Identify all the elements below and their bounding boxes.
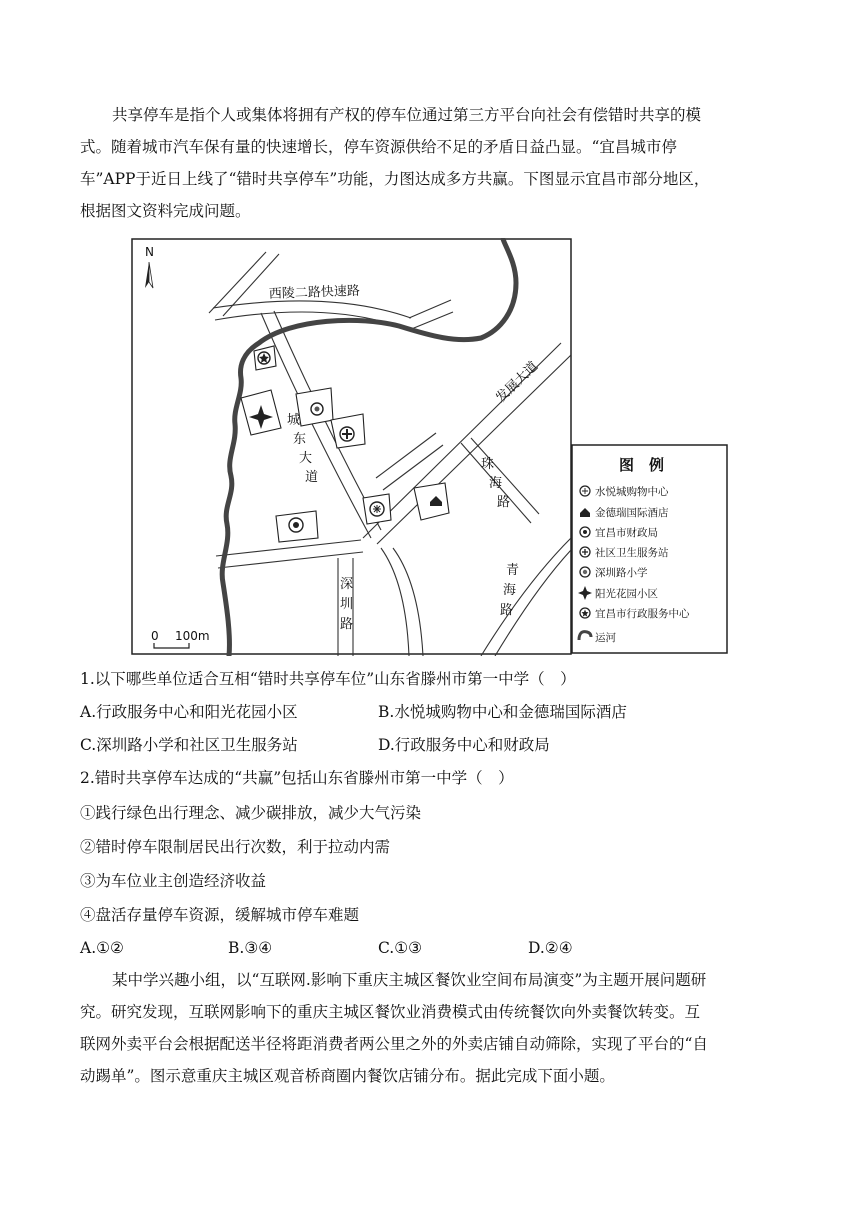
- svg-text:宜昌市行政服务中心: 宜昌市行政服务中心: [595, 608, 690, 620]
- q2-statement-4: ④盘活存量停车资源，缓解城市停车难题: [80, 906, 360, 924]
- map-icon-shenzhen-school: [311, 403, 323, 415]
- north-label: N: [145, 245, 154, 259]
- q2-option-d[interactable]: D.②④: [528, 939, 573, 957]
- q1-option-a[interactable]: A.行政服务中心和阳光花园小区: [80, 703, 298, 721]
- q2-statement-2: ②错时停车限制居民出行次数，利于拉动内需: [80, 838, 391, 856]
- svg-text:运河: 运河: [595, 632, 616, 644]
- intro2-line-1: 某中学兴趣小组，以“互联网.影响下重庆主城区餐饮业空间布局演变”为主题开展问题研: [112, 971, 707, 989]
- svg-text:社区卫生服务站: 社区卫生服务站: [595, 547, 669, 559]
- svg-text:东: 东: [293, 432, 307, 447]
- svg-text:0: 0: [151, 629, 159, 643]
- svg-text:金德瑞国际酒店: 金德瑞国际酒店: [595, 507, 669, 519]
- q1-option-b[interactable]: B.水悦城购物中心和金德瑞国际酒店: [378, 703, 627, 721]
- svg-text:大: 大: [299, 451, 313, 466]
- map-icon-admin-center: [258, 352, 270, 364]
- svg-text:水悦城购物中心: 水悦城购物中心: [595, 486, 669, 498]
- intro1-line-1: 共享停车是指个人或集体将拥有产权的停车位通过第三方平台向社会有偿错时共享的模: [112, 106, 702, 124]
- intro2-line-2: 究。研究发现，互联网影响下的重庆主城区餐饮业消费模式由传统餐饮向外卖餐饮转变。互: [80, 1003, 701, 1021]
- q2-option-b[interactable]: B.③④: [228, 939, 273, 957]
- q1-option-d[interactable]: D.行政服务中心和财政局: [378, 736, 550, 754]
- q1-stem: 1.以下哪些单位适合互相“错时共享停车位”山东省滕州市第一中学（ ）: [80, 670, 576, 688]
- q2-statement-1: ①践行绿色出行理念、减少碳排放，减少大气污染: [80, 804, 422, 822]
- intro2-line-3: 联网外卖平台会根据配送半径将距消费者两公里之外的外卖店铺自动筛除，实现了平台的“自: [80, 1035, 708, 1053]
- svg-text:海: 海: [503, 583, 517, 598]
- svg-text:珠: 珠: [481, 457, 495, 472]
- svg-text:阳光花园小区: 阳光花园小区: [595, 588, 658, 600]
- svg-text:道: 道: [305, 470, 319, 485]
- intro1-line-3: 车”APP于近日上线了“错时共享停车”功能，力图达成多方共赢。下图显示宜昌市部分地区，: [80, 170, 710, 188]
- map-icon-health-station: [340, 427, 354, 441]
- intro1-line-4: 根据图文资料完成问题。: [80, 202, 251, 220]
- svg-text:城: 城: [287, 413, 301, 428]
- road-label-shenzhen: [340, 577, 353, 632]
- intro1-line-2: 式。随着城市汽车保有量的快速增长，停车资源供给不足的矛盾日益凸显。“宜昌城市停: [80, 138, 677, 156]
- legend-title: 图 例: [619, 456, 665, 474]
- yichang-map-figure: [131, 238, 587, 656]
- svg-text:青: 青: [506, 563, 520, 578]
- road-label-fazhan: 发展大道: [493, 358, 542, 406]
- legend-item-admin: [580, 607, 690, 620]
- svg-text:100m: 100m: [175, 629, 210, 643]
- q2-statement-3: ③为车位业主创造经济收益: [80, 872, 267, 890]
- svg-text:深: 深: [340, 577, 354, 592]
- q1-option-c[interactable]: C.深圳路小学和社区卫生服务站: [80, 736, 298, 754]
- svg-text:路: 路: [497, 495, 511, 510]
- svg-text:海: 海: [489, 476, 503, 491]
- svg-text:深圳路小学: 深圳路小学: [595, 567, 648, 579]
- q2-option-c[interactable]: C.①③: [378, 939, 423, 957]
- svg-text:圳: 圳: [340, 597, 354, 612]
- svg-text:宜昌市财政局: 宜昌市财政局: [595, 527, 658, 539]
- svg-text:路: 路: [500, 603, 514, 618]
- legend-box: [571, 444, 728, 654]
- map-icon-finance-bureau: [289, 518, 303, 532]
- q2-option-a[interactable]: A.①②: [80, 939, 124, 957]
- intro2-line-4: 动踢单”。图示意重庆主城区观音桥商圈内餐饮店铺分布。据此完成下面小题。: [80, 1067, 615, 1085]
- map-icon-shopping-center: [370, 502, 384, 516]
- q2-stem: 2.错时共享停车达成的“共赢”包括山东省滕州市第一中学（ ）: [80, 769, 514, 787]
- svg-text:路: 路: [340, 617, 354, 632]
- road-label-xiling: 西陵二路快速路: [268, 283, 361, 302]
